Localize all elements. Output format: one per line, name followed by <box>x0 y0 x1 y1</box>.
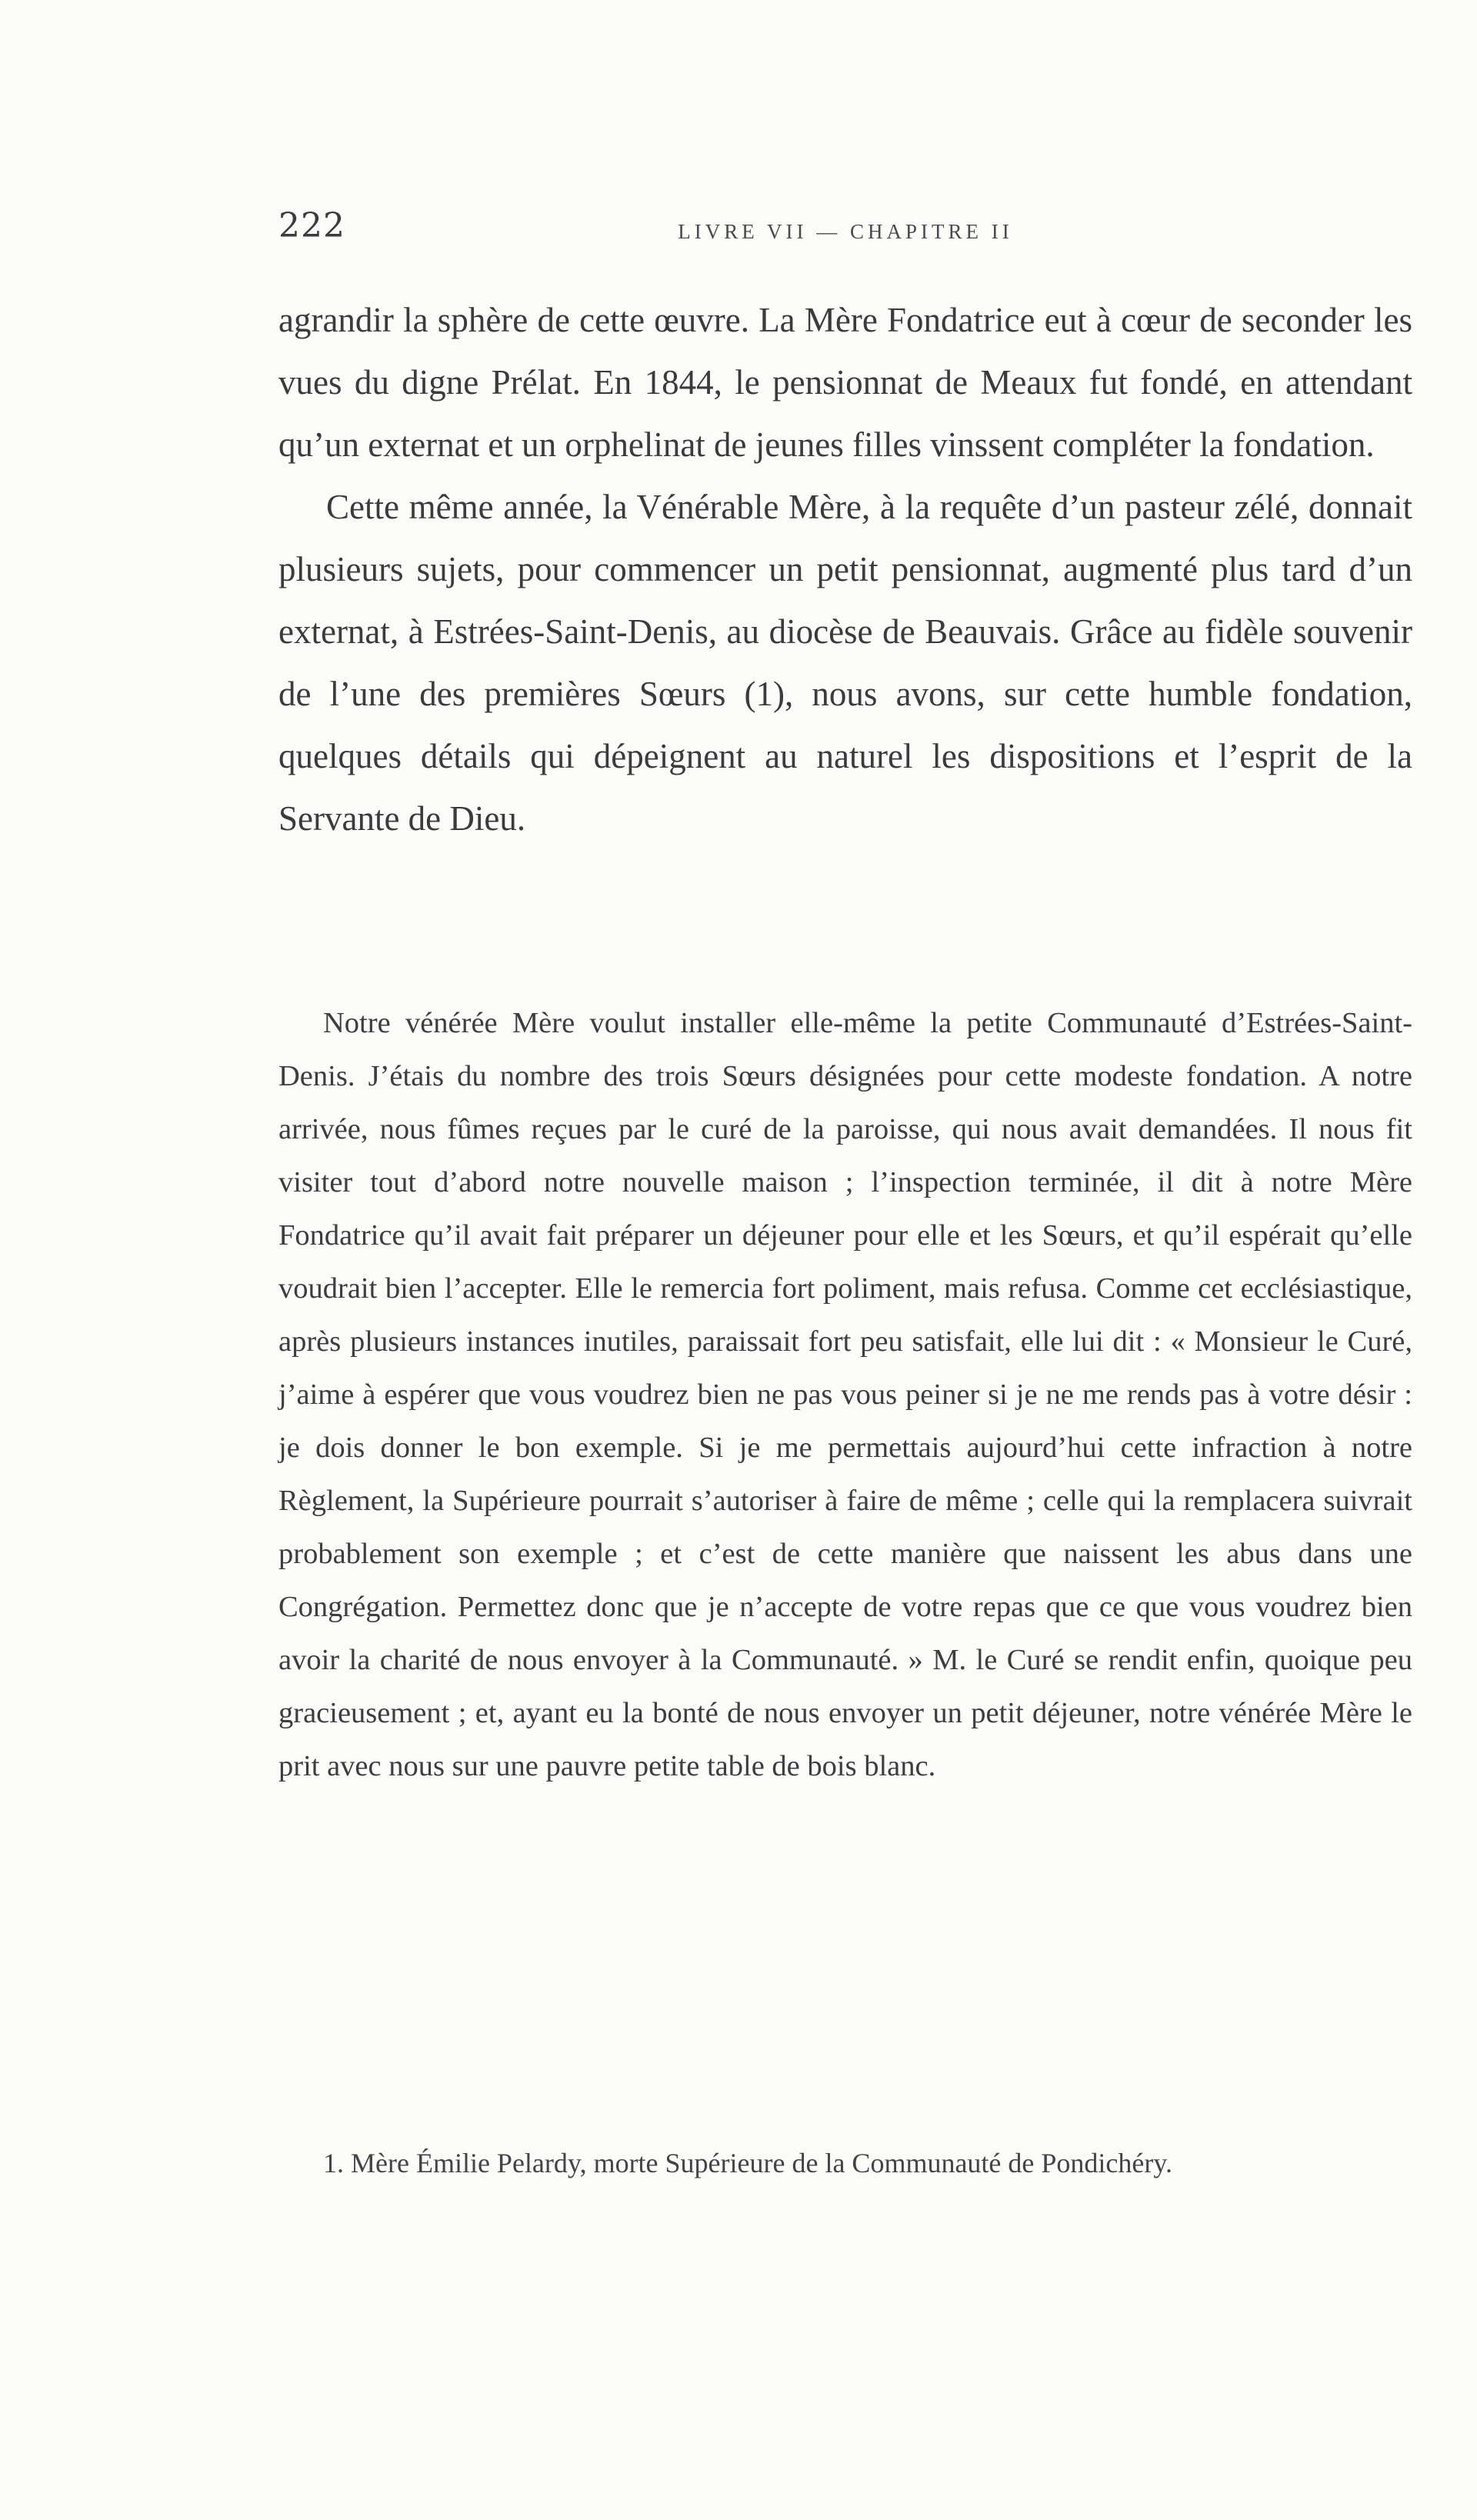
footnote <box>278 2140 1412 2186</box>
page-header <box>278 206 1412 252</box>
quote-paragraph: Notre vénérée Mère voulut installer elle-même la petite Communauté d’Estrées-Saint-Denis. J’étais du nombre des trois Sœurs désignées pour cette modeste fondation. A notre arrivée, nous fûmes reçues par le curé de la paroisse, qui nous avait demandées. Il nous fit visiter tout d’abord notre nouvelle maison ; l’inspection terminée, il dit à notre Mère Fondatrice qu’il avait fait préparer un déjeuner pour elle et les Sœurs, et qu’il espérait qu’elle voudrait bien l’accepter. Elle le remercia fort poliment, mais refusa. Comme cet ecclésiastique, après plusieurs instances inutiles, paraissait fort peu satisfait, elle lui dit : « Monsieur le Curé, j’aime à espérer que vous voudrez bien ne pas vous peiner si je ne me rends pas à votre désir : je dois donner le bon exemple. Si je me permettais aujourd’hui cette infraction à notre Règlement, la Supérieure pourrait s’autoriser à faire de même ; celle qui la remplacera suivrait probablement son exemple ; et c’est de cette manière que naissent les abus dans une Congrégation. Permettez donc que je n’accepte de votre repas que ce que vous voudrez bien avoir la charité de nous envoyer à la Communauté. » M. le Curé se rendit enfin, quoique peu gracieusement ; et, ayant eu la bonté de nous envoyer un petit déjeuner, notre vénérée Mère le prit avec nous sur une pauvre petite table de bois blanc. <box>278 1007 1412 1782</box>
running-head: LIVRE VII — CHAPITRE II <box>678 220 1013 243</box>
page-number: 222 <box>278 206 345 245</box>
paragraph-continuation: agrandir la sphère de cette œuvre. La Mère Fondatrice eut à cœur de seconder les vues du digne Prélat. En 1844, le pensionnat de Meaux fut fondé, en attendant qu’un externat et un orphelinat de jeunes filles vinssent compléter la fondation. <box>278 301 1412 464</box>
paragraph: Cette même année, la Vénérable Mère, à la requête d’un pasteur zélé, donnait plusieurs sujets, pour commencer un petit pensionnat, augmenté plus tard d’un externat, à Estrées-Saint-Denis, au diocèse de Beauvais. Grâce au fidèle souvenir de l’une des premières Sœurs (1), nous avons, sur cette humble fondation, quelques détails qui dépeignent au naturel les dispositions et l’esprit de la Servante de Dieu. <box>278 488 1412 838</box>
quoted-testimony <box>278 997 1412 1793</box>
footnote-text: 1. Mère Émilie Pelardy, morte Supérieure de la Communauté de Pondichéry. <box>323 2148 1173 2178</box>
main-text <box>278 289 1412 850</box>
